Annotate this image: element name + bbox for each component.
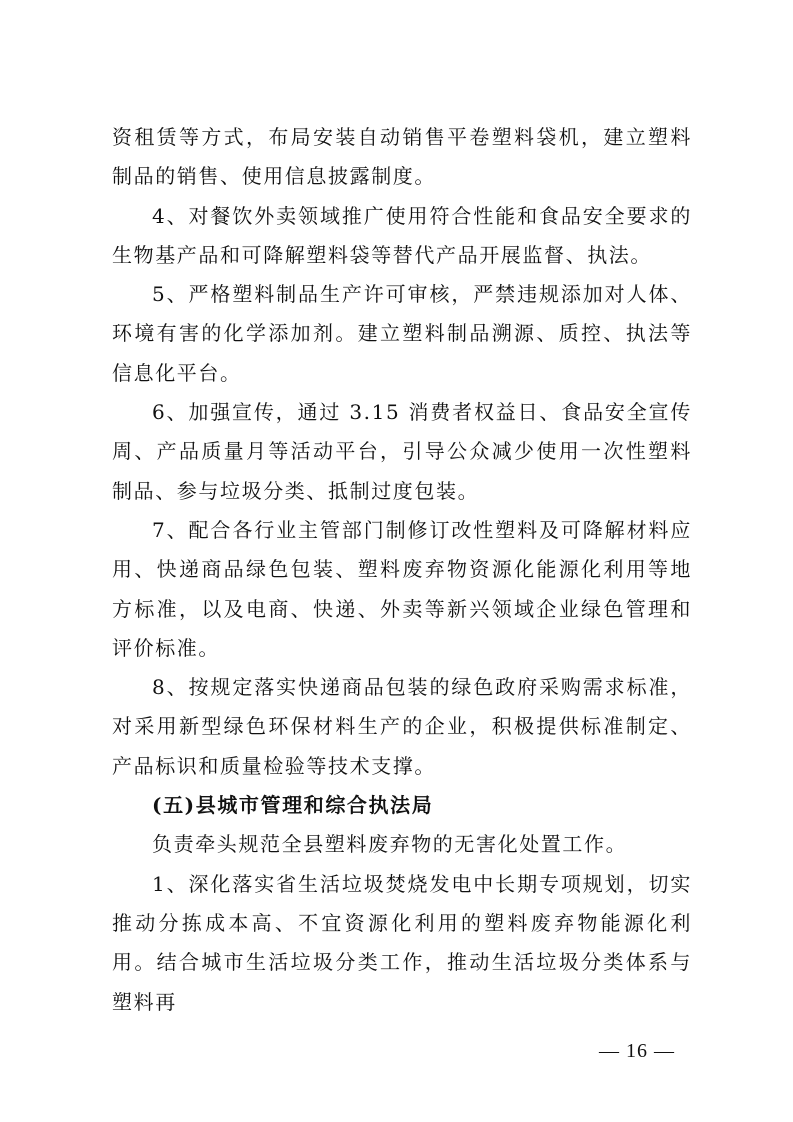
page-number: — 16 — [599, 1040, 675, 1062]
paragraph-item-8: 8、按规定落实快递商品包装的绿色政府采购需求标准，对采用新型绿色环保材料生产的企业，积极提供标准制定、产品标识和质量检验等技术支撑。 [112, 675, 692, 778]
document-body [112, 118, 692, 1022]
paragraph-item-7: 7、配合各行业主管部门制修订改性塑料及可降解材料应用、快递商品绿色包装、塑料废弃物资源化能源化利用等地方标准，以及电商、快递、外卖等新兴领域企业绿色管理和评价标准。 [112, 517, 692, 660]
paragraph-item-6: 6、加强宣传，通过 3.15 消费者权益日、食品安全宣传周、产品质量月等活动平台，引导公众减少使用一次性塑料制品、参与垃圾分类、抵制过度包装。 [112, 400, 692, 503]
paragraph-item-5: 5、严格塑料制品生产许可审核，严禁违规添加对人体、环境有害的化学添加剂。建立塑料制品溯源、质控、执法等信息化平台。 [112, 282, 692, 385]
paragraph-item-4: 4、对餐饮外卖领域推广使用符合性能和食品安全要求的生物基产品和可降解塑料袋等替代产品开展监督、执法。 [112, 203, 692, 267]
section-heading: (五)县城市管理和综合执法局 [152, 793, 434, 818]
paragraph-continuation: 资租赁等方式，布局安装自动销售平卷塑料袋机，建立塑料制品的销售、使用信息披露制度。 [112, 125, 692, 189]
paragraph-responsibility: 负责牵头规范全县塑料废弃物的无害化处置工作。 [152, 832, 628, 857]
paragraph-item-1: 1、深化落实省生活垃圾焚烧发电中长期专项规划，切实推动分拣成本高、不宜资源化利用的塑料废弃物能源化利用。结合城市生活垃圾分类工作，推动生活垃圾分类体系与塑料再 [112, 871, 692, 1014]
